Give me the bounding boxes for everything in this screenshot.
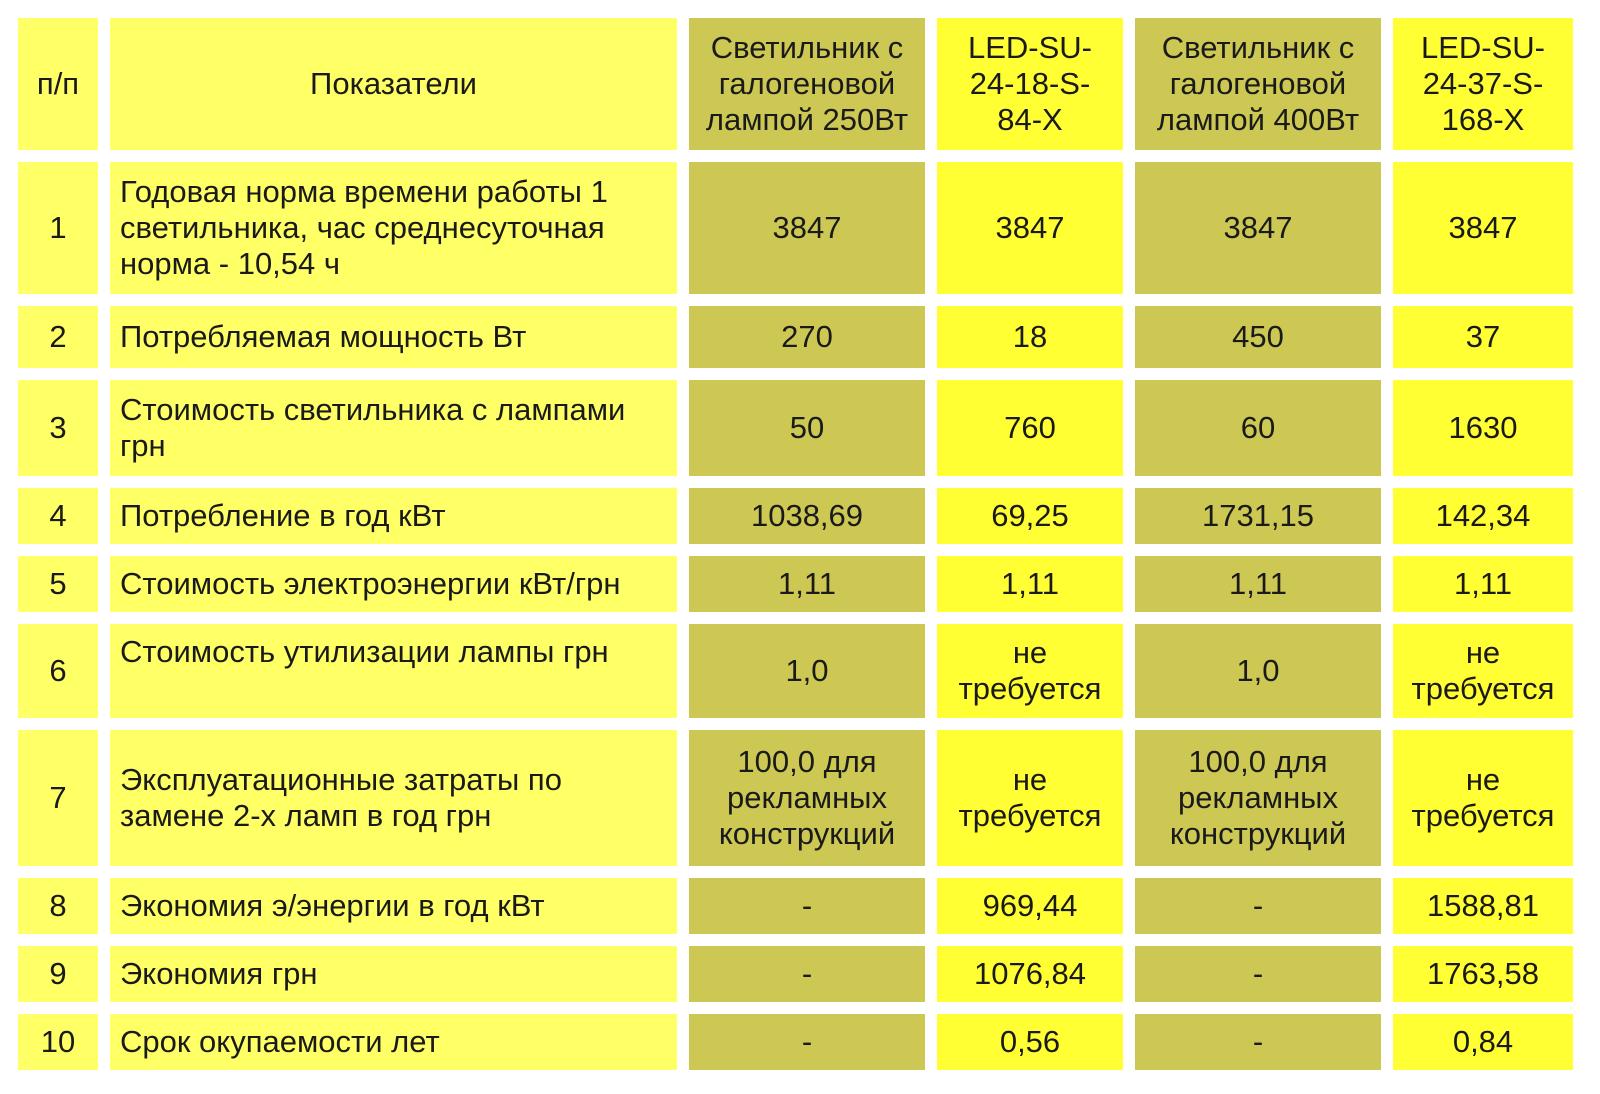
row-number: 8 bbox=[18, 878, 98, 934]
cell-halogen-400: 450 bbox=[1135, 306, 1381, 368]
cell-halogen-250: - bbox=[689, 946, 925, 1002]
row-label: Эксплуатационные затраты по замене 2-х ламп в год грн bbox=[110, 730, 677, 866]
cell-led-37: 37 bbox=[1393, 306, 1573, 368]
cell-halogen-250: 1,0 bbox=[689, 624, 925, 718]
header-indicators: Показатели bbox=[110, 18, 677, 150]
cell-led-37: 1763,58 bbox=[1393, 946, 1573, 1002]
cell-halogen-250: 3847 bbox=[689, 162, 925, 294]
header-led-37: LED-SU- 24-37-S- 168-X bbox=[1393, 18, 1573, 150]
row-number: 1 bbox=[18, 162, 98, 294]
cell-led-18: 760 bbox=[937, 380, 1123, 476]
cell-led-37: 1,11 bbox=[1393, 556, 1573, 612]
row-number: 3 bbox=[18, 380, 98, 476]
row-label: Срок окупаемости лет bbox=[110, 1014, 677, 1070]
cell-led-18: 0,56 bbox=[937, 1014, 1123, 1070]
header-halogen-250: Светильник с галогеновой лампой 250Вт bbox=[689, 18, 925, 150]
cell-halogen-250: 1,11 bbox=[689, 556, 925, 612]
row-label: Стоимость электроэнергии кВт/грн bbox=[110, 556, 677, 612]
row-label: Потребляемая мощность Вт bbox=[110, 306, 677, 368]
cell-halogen-400: 1,11 bbox=[1135, 556, 1381, 612]
header-number: п/п bbox=[18, 18, 98, 150]
row-label: Годовая норма времени работы 1 светильника, час среднесуточная норма - 10,54 ч bbox=[110, 162, 677, 294]
row-number: 10 bbox=[18, 1014, 98, 1070]
cell-halogen-250: 1038,69 bbox=[689, 488, 925, 544]
row-number: 5 bbox=[18, 556, 98, 612]
cell-led-37: 1630 bbox=[1393, 380, 1573, 476]
cell-halogen-400: - bbox=[1135, 878, 1381, 934]
row-number: 6 bbox=[18, 624, 98, 718]
cell-led-37: 1588,81 bbox=[1393, 878, 1573, 934]
cell-led-37: 142,34 bbox=[1393, 488, 1573, 544]
cell-led-37: 3847 bbox=[1393, 162, 1573, 294]
cell-halogen-250: 100,0 для рекламных конструкций bbox=[689, 730, 925, 866]
cell-halogen-250: - bbox=[689, 1014, 925, 1070]
cell-led-18: 1076,84 bbox=[937, 946, 1123, 1002]
cell-halogen-400: 100,0 для рекламных конструкций bbox=[1135, 730, 1381, 866]
cell-halogen-400: 3847 bbox=[1135, 162, 1381, 294]
cell-led-37: не требуется bbox=[1393, 624, 1573, 718]
header-led-18: LED-SU- 24-18-S- 84-X bbox=[937, 18, 1123, 150]
cell-led-37: 0,84 bbox=[1393, 1014, 1573, 1070]
cell-led-18: 1,11 bbox=[937, 556, 1123, 612]
cell-led-37: не требуется bbox=[1393, 730, 1573, 866]
cell-halogen-400: - bbox=[1135, 946, 1381, 1002]
header-halogen-400: Светильник с галогеновой лампой 400Вт bbox=[1135, 18, 1381, 150]
row-label: Экономия э/энергии в год кВт bbox=[110, 878, 677, 934]
cell-led-18: 3847 bbox=[937, 162, 1123, 294]
row-number: 7 bbox=[18, 730, 98, 866]
cell-halogen-400: - bbox=[1135, 1014, 1381, 1070]
cell-led-18: 69,25 bbox=[937, 488, 1123, 544]
cell-led-18: 18 bbox=[937, 306, 1123, 368]
row-label: Стоимость светильника с лампами грн bbox=[110, 380, 677, 476]
row-label: Экономия грн bbox=[110, 946, 677, 1002]
comparison-table bbox=[18, 18, 1583, 1070]
cell-halogen-250: - bbox=[689, 878, 925, 934]
row-number: 9 bbox=[18, 946, 98, 1002]
cell-halogen-400: 1,0 bbox=[1135, 624, 1381, 718]
row-number: 2 bbox=[18, 306, 98, 368]
cell-led-18: не требуется bbox=[937, 730, 1123, 866]
cell-halogen-400: 1731,15 bbox=[1135, 488, 1381, 544]
cell-led-18: 969,44 bbox=[937, 878, 1123, 934]
row-label: Потребление в год кВт bbox=[110, 488, 677, 544]
row-number: 4 bbox=[18, 488, 98, 544]
cell-halogen-400: 60 bbox=[1135, 380, 1381, 476]
row-label: Стоимость утилизации лампы грн bbox=[110, 624, 677, 718]
cell-led-18: не требуется bbox=[937, 624, 1123, 718]
cell-halogen-250: 50 bbox=[689, 380, 925, 476]
cell-halogen-250: 270 bbox=[689, 306, 925, 368]
